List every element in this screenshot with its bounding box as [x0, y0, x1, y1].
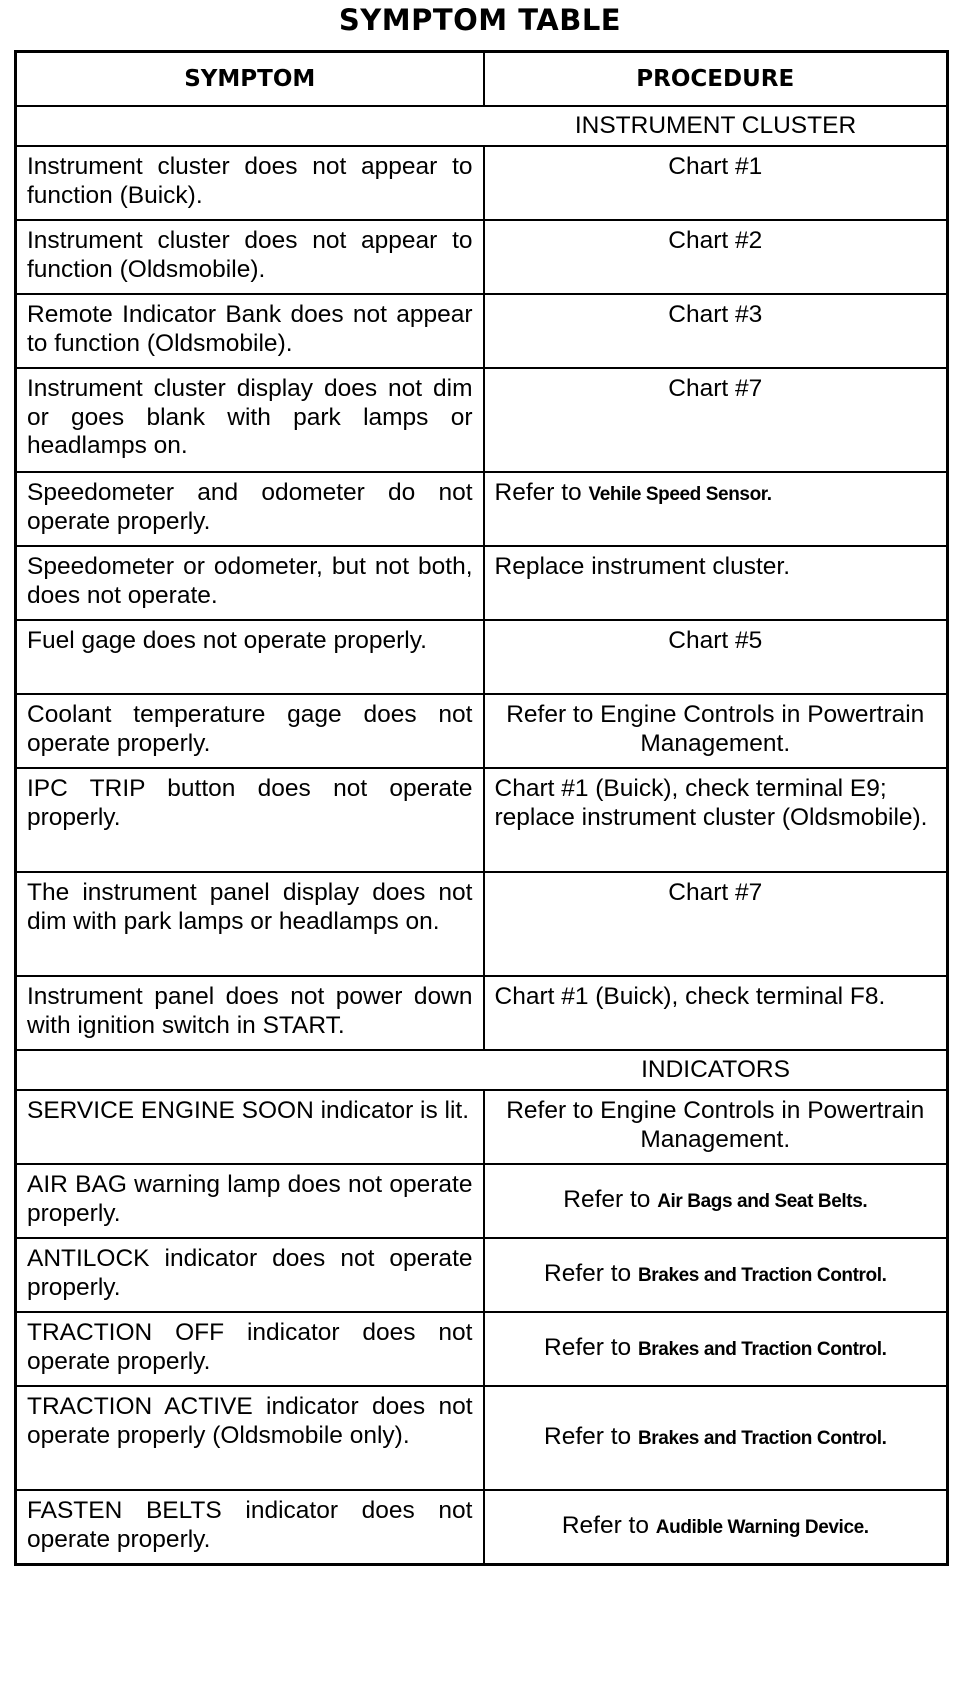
procedure-prefix: Refer to [544, 1422, 632, 1450]
procedure-cell: Chart #3 [484, 294, 948, 368]
procedure-cell [484, 1238, 948, 1312]
procedure-prefix: Refer to [506, 701, 594, 728]
procedure-cell [484, 472, 948, 546]
procedure-cell [484, 1312, 948, 1386]
table-row [16, 1312, 948, 1386]
procedure-cell [484, 694, 948, 768]
table-row [16, 294, 948, 368]
symptom-table [14, 50, 949, 1566]
table-row [16, 368, 948, 472]
table-row [16, 1386, 948, 1490]
symptom-cell: The instrument panel display does not dim with park lamps or headlamps on. [16, 872, 484, 976]
procedure-cell: Chart #1 (Buick), check terminal E9; replace instrument cluster (Oldsmobile). [484, 768, 948, 872]
table-row [16, 146, 948, 220]
symptom-cell: Fuel gage does not operate properly. [16, 620, 484, 694]
procedure-prefix: Refer to [563, 1185, 651, 1213]
procedure-cell: Replace instrument cluster. [484, 546, 948, 620]
procedure-cell: Chart #7 [484, 872, 948, 976]
table-row [16, 620, 948, 694]
procedure-column-header: PROCEDURE [484, 52, 948, 107]
symptom-cell: Instrument cluster does not appear to function (Buick). [16, 146, 484, 220]
symptom-cell: Coolant temperature gage does not operate properly. [16, 694, 484, 768]
table-row [16, 546, 948, 620]
procedure-prefix: Refer to [561, 1511, 649, 1539]
section-label-instrument-cluster: INSTRUMENT CLUSTER [574, 111, 857, 139]
procedure-reference: Brakes and Traction Control. [637, 1427, 887, 1449]
procedure-reference: Audible Warning Device. [655, 1516, 869, 1538]
section-label-indicators: INDICATORS [641, 1055, 790, 1083]
procedure-suffix: in Powertrain Management. [640, 701, 925, 757]
procedure-cell [484, 1164, 948, 1238]
procedure-reference: Air Bags and Seat Belts. [657, 1190, 868, 1212]
procedure-reference: Vehile Speed Sensor. [588, 484, 772, 505]
procedure-cell: Chart #7 [484, 368, 948, 472]
symptom-cell: Speedometer or odometer, but not both, does not operate. [16, 546, 484, 620]
table-row [16, 872, 948, 976]
table-row [16, 1238, 948, 1312]
procedure-reference: Brakes and Traction Control. [637, 1264, 887, 1286]
table-row [16, 694, 948, 768]
symptom-cell: IPC TRIP button does not operate properly. [16, 768, 484, 872]
table-row [16, 1090, 948, 1164]
procedure-reference: Engine Controls [600, 1097, 775, 1124]
symptom-column-header: SYMPTOM [16, 52, 484, 107]
header-row [16, 52, 948, 107]
procedure-cell [484, 1090, 948, 1164]
table-row [16, 976, 948, 1050]
symptom-cell: Instrument cluster display does not dim or goes blank with park lamps or headlamps on. [16, 368, 484, 472]
symptom-cell: Remote Indicator Bank does not appear to function (Oldsmobile). [16, 294, 484, 368]
procedure-reference: Engine Controls [600, 701, 775, 728]
procedure-cell [484, 1386, 948, 1490]
procedure-cell: Chart #1 [484, 146, 948, 220]
symptom-cell: FASTEN BELTS indicator does not operate properly. [16, 1490, 484, 1564]
procedure-cell: Chart #1 (Buick), check terminal F8. [484, 976, 948, 1050]
procedure-reference: Brakes and Traction Control. [637, 1338, 887, 1360]
procedure-prefix: Refer to [506, 1097, 594, 1124]
table-row [16, 768, 948, 872]
table-row [16, 1164, 948, 1238]
symptom-cell: AIR BAG warning lamp does not operate properly. [16, 1164, 484, 1238]
procedure-prefix: Refer to [544, 1259, 632, 1287]
symptom-cell: ANTILOCK indicator does not operate properly. [16, 1238, 484, 1312]
procedure-suffix: in Powertrain Management. [640, 1097, 925, 1153]
table-row [16, 1490, 948, 1564]
symptom-cell: Speedometer and odometer do not operate properly. [16, 472, 484, 546]
procedure-cell: Chart #5 [484, 620, 948, 694]
procedure-prefix: Refer to [494, 479, 582, 506]
symptom-cell: Instrument cluster does not appear to function (Oldsmobile). [16, 220, 484, 294]
symptom-cell: TRACTION OFF indicator does not operate properly. [16, 1312, 484, 1386]
symptom-cell: SERVICE ENGINE SOON indicator is lit. [16, 1090, 484, 1164]
procedure-prefix: Refer to [544, 1333, 632, 1361]
table-row [16, 220, 948, 294]
symptom-cell: TRACTION ACTIVE indicator does not operate properly (Oldsmobile only). [16, 1386, 484, 1490]
symptom-cell: Instrument panel does not power down with ignition switch in START. [16, 976, 484, 1050]
page-title: SYMPTOM TABLE [338, 3, 622, 37]
table-row [16, 472, 948, 546]
procedure-cell [484, 1490, 948, 1564]
procedure-cell: Chart #2 [484, 220, 948, 294]
section-cell [16, 1050, 948, 1090]
section-row-indicators [16, 1050, 948, 1090]
section-cell [16, 106, 948, 146]
section-row-instrument-cluster [16, 106, 948, 146]
